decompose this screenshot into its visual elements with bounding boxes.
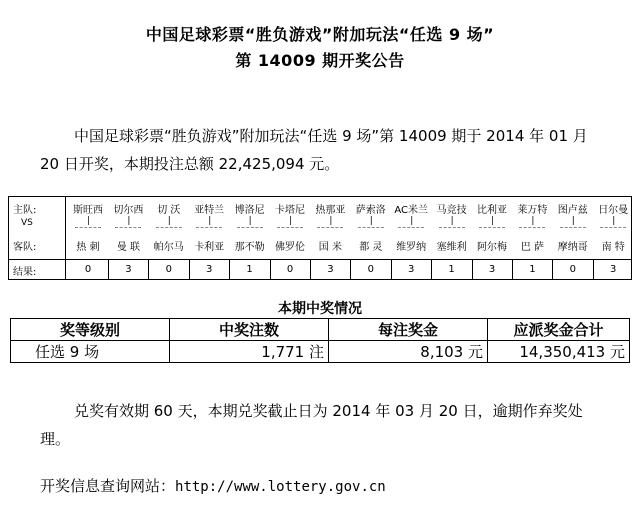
name-separator: [317, 227, 343, 228]
match-2-result: 3: [125, 264, 132, 275]
match-4-result: 3: [206, 264, 213, 275]
match-11-home: 比利亚: [477, 205, 507, 216]
match-11-result: 3: [488, 264, 496, 275]
row-count: 1,771 注: [170, 341, 329, 363]
match-table: [8, 196, 632, 280]
announcement-title: 中国足球彩票“胜负游戏”附加玩法“任选 9 场”: [145, 25, 495, 44]
name-separator: [196, 227, 222, 228]
vs-tick: |: [491, 216, 495, 226]
match-1-result: 0: [84, 264, 92, 275]
row-label-away: 客队:: [13, 242, 37, 253]
table-row: [11, 341, 630, 363]
name-separator: [358, 227, 384, 228]
name-separator: [237, 227, 263, 228]
row-divider: [9, 259, 631, 260]
name-separator: [156, 227, 182, 228]
match-12-home: 莱万特: [517, 205, 548, 216]
vs-tick: |: [410, 216, 414, 226]
match-10-result: 1: [448, 264, 455, 275]
match-14-result: 3: [610, 264, 617, 275]
match-7-away: 国 米: [318, 242, 342, 253]
announcement-subtitle: 第 14009 期开奖公告: [235, 51, 405, 70]
vs-tick: |: [289, 216, 293, 226]
match-10-away: 塞维利: [436, 242, 467, 253]
match-11-away: 阿尔梅: [477, 242, 507, 253]
row-total: 14,350,413 元: [488, 341, 630, 363]
match-2-home: 切尔西: [113, 205, 144, 216]
match-13-result: 0: [569, 264, 576, 275]
name-separator: [75, 227, 101, 228]
name-separator: [479, 227, 505, 228]
match-6-home: 卡塔尼: [275, 205, 305, 216]
match-8-result: 0: [367, 264, 374, 275]
header-level: 奖等级别: [11, 319, 170, 341]
query-line: [40, 475, 386, 496]
row-label-result: 结果:: [13, 267, 37, 278]
match-9-result: 3: [408, 264, 415, 275]
match-6-away: 佛罗伦: [275, 242, 305, 253]
match-10-home: 马竞技: [436, 205, 467, 216]
prize-table: [10, 318, 630, 363]
header-count: 中奖注数: [170, 319, 329, 341]
prize-section-title: 本期中奖情况: [278, 301, 362, 317]
vs-tick: |: [450, 216, 454, 226]
match-8-away: 都 灵: [359, 242, 383, 253]
name-separator: [277, 227, 303, 228]
vs-tick: |: [531, 216, 535, 226]
row-label-home: 主队:: [13, 205, 37, 216]
query-url-link[interactable]: http://www.lottery.gov.cn: [175, 479, 386, 495]
name-separator: [115, 227, 141, 228]
match-3-result: 0: [165, 264, 172, 275]
vs-tick: |: [167, 216, 171, 226]
match-1-home: 斯旺西: [73, 205, 103, 216]
vs-tick: |: [87, 216, 91, 226]
match-5-home: 博洛尼: [234, 205, 265, 216]
match-3-away: 帕尔马: [153, 242, 184, 253]
name-separator: [560, 227, 586, 228]
match-9-away: 维罗纳: [396, 242, 427, 253]
match-2-away: 曼 联: [116, 242, 140, 253]
row-prize: 8,103 元: [329, 341, 488, 363]
match-1-away: 热 刺: [76, 242, 100, 253]
match-3-home: 切 沃: [157, 205, 181, 216]
column-divider: [65, 197, 66, 279]
vs-tick: |: [329, 216, 333, 226]
query-label: 开奖信息查询网站：: [40, 477, 176, 495]
prize-table-header: [11, 319, 630, 341]
header-total: 应派奖金合计: [488, 319, 630, 341]
notice-paragraph: 兑奖有效期 60 天，本期兑奖截止日为 2014 年 03 月 20 日，逾期作弃奖处理。: [40, 402, 583, 448]
vs-tick: |: [612, 216, 616, 226]
match-12-away: 巴 萨: [520, 242, 544, 253]
match-13-away: 摩纳哥: [557, 242, 588, 253]
vs-tick: |: [208, 216, 212, 226]
match-12-result: 1: [529, 264, 536, 275]
vs-tick: |: [369, 216, 373, 226]
match-7-home: 热那亚: [315, 205, 346, 216]
match-6-result: 0: [286, 264, 294, 275]
vs-tick: |: [248, 216, 252, 226]
name-separator: [519, 227, 545, 228]
match-4-home: 亚特兰: [194, 205, 225, 216]
match-4-away: 卡利亚: [194, 242, 225, 253]
match-5-result: 1: [246, 264, 253, 275]
match-14-away: 南 特: [601, 242, 625, 253]
name-separator: [439, 227, 465, 228]
intro-paragraph: 中国足球彩票“胜负游戏”附加玩法“任选 9 场”第 14009 期于 2014 年 01 月 20 日开奖，本期投注总额 22,425,094 元。: [40, 127, 588, 173]
match-8-home: 萨索洛: [355, 205, 386, 216]
name-separator: [600, 227, 626, 228]
match-5-away: 那不勒: [234, 242, 265, 253]
header-prize: 每注奖金: [329, 319, 488, 341]
row-level: 任选 9 场: [11, 341, 170, 363]
match-9-home: AC米兰: [394, 205, 429, 216]
match-14-home: 日尔曼: [598, 205, 629, 216]
name-separator: [398, 227, 424, 228]
match-13-home: 图卢兹: [557, 205, 588, 216]
vs-tick: |: [571, 216, 575, 226]
vs-tick: |: [127, 216, 131, 226]
row-label-vs: VS: [21, 218, 33, 228]
match-7-result: 3: [327, 264, 334, 275]
